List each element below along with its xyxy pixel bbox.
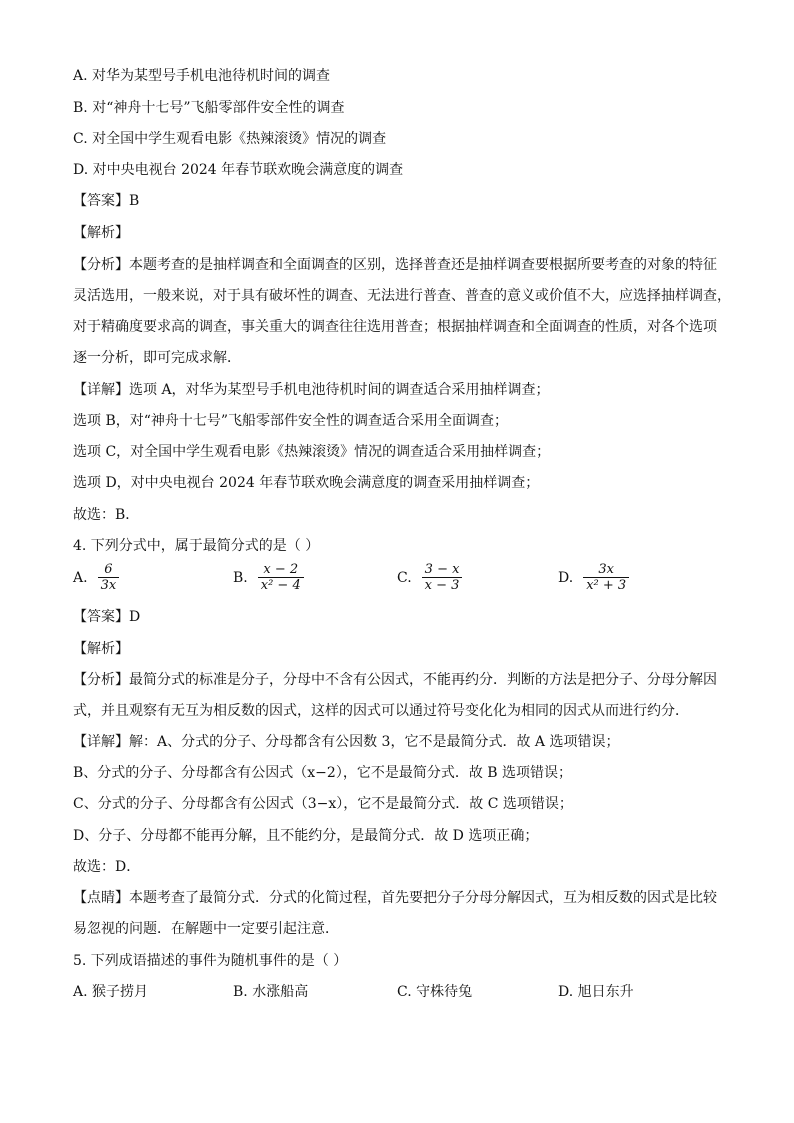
q4-answer: 【答案】D xyxy=(73,609,141,625)
q4-option-b-denominator: x² − 4 xyxy=(258,577,304,594)
q3-analysis-line-2: 灵活选用，一般来说，对于具有破坏性的调查、无法进行普查、普查的意义或价值不大，应选择抽样调查， xyxy=(73,288,731,304)
q5-option-d: D. 旭日东升 xyxy=(558,984,634,1000)
q4-option-d-label: D. xyxy=(558,570,574,586)
q3-answer: 【答案】B xyxy=(73,193,140,209)
q5-option-b: B. 水涨船高 xyxy=(233,984,309,1000)
q3-option-c: C. 对全国中学生观看电影《热辣滚烫》情况的调查 xyxy=(73,131,387,147)
q5-stem: 5. 下列成语描述的事件为随机事件的是（ ） xyxy=(73,953,348,969)
q3-detail-line-3: 选项 C，对全国中学生观看电影《热辣滚烫》情况的调查适合采用抽样调查； xyxy=(73,444,551,460)
q4-option-b-fraction xyxy=(258,562,304,594)
q3-option-d: D. 对中央电视台 2024 年春节联欢晚会满意度的调查 xyxy=(73,162,404,178)
q3-option-b: B. 对“神舟十七号”飞船零部件安全性的调查 xyxy=(73,100,345,116)
q4-option-d-denominator: x² + 3 xyxy=(583,577,629,594)
q4-option-a-numerator: 6 xyxy=(104,562,113,577)
q4-jiexi-heading: 【解析】 xyxy=(73,641,129,657)
q4-option-b-numerator: x − 2 xyxy=(263,562,299,577)
q4-detail-line-3: C、分式的分子、分母都含有公因式（3−x），它不是最简分式．故 C 选项错误； xyxy=(73,796,573,812)
q3-detail-line-4: 选项 D，对中央电视台 2024 年春节联欢晚会满意度的调查采用抽样调查； xyxy=(73,475,540,491)
q4-detail-line-2: B、分式的分子、分母都含有公因式（x−2），它不是最简分式．故 B 选项错误； xyxy=(73,765,573,781)
q4-stem: 4. 下列分式中，属于最简分式的是（ ） xyxy=(73,538,320,554)
q3-jiexi-heading: 【解析】 xyxy=(73,225,129,241)
q3-analysis-line-1: 【分析】本题考查的是抽样调查和全面调查的区别，选择普查还是抽样调查要根据所要考查的对象的特征 xyxy=(73,257,717,273)
q4-detail-line-4: D、分子、分母都不能再分解，且不能约分，是最简分式．故 D 选项正确； xyxy=(73,828,539,844)
q3-analysis-line-3: 对于精确度要求高的调查，事关重大的调查往往选用普查；根据抽样调查和全面调查的性质，对各个选项 xyxy=(73,319,717,335)
q4-option-a-label: A. xyxy=(73,570,88,586)
q4-comment-line-1: 【点睛】本题考查了最简分式．分式的化简过程，首先要把分子分母分解因式，互为相反数的因式是比较 xyxy=(73,890,717,906)
q3-detail-line-1: 【详解】选项 A，对华为某型号手机电池待机时间的调查适合采用抽样调查； xyxy=(73,382,550,398)
q4-option-d xyxy=(558,562,629,594)
q5-option-a: A. 猴子捞月 xyxy=(73,984,149,1000)
q3-detail-line-2: 选项 B，对“神舟十七号”飞船零部件安全性的调查适合采用全面调查； xyxy=(73,413,509,429)
q4-option-d-numerator: 3x xyxy=(598,562,614,577)
q4-analysis-line-2: 式，并且观察有无互为相反数的因式，这样的因式可以通过符号变化化为相同的因式从而进行约分． xyxy=(73,703,689,719)
q4-option-a xyxy=(73,562,119,594)
q4-analysis-line-1: 【分析】最简分式的标准是分子，分母中不含有公因式，不能再约分．判断的方法是把分子、分母分解因 xyxy=(73,672,717,688)
q4-option-c-fraction xyxy=(422,562,463,594)
q4-option-b xyxy=(233,562,304,594)
q4-option-a-fraction xyxy=(98,562,120,594)
q4-option-c-numerator: 3 − x xyxy=(424,562,460,577)
q4-option-c-label: C. xyxy=(397,570,412,586)
q4-option-b-label: B. xyxy=(233,570,248,586)
q5-option-c: C. 守株待兔 xyxy=(397,984,473,1000)
q3-detail-line-5: 故选：B． xyxy=(73,507,140,523)
q4-option-c xyxy=(397,562,462,594)
q4-option-d-fraction xyxy=(583,562,629,594)
q4-detail-line-1: 【详解】解：A、分式的分子、分母都含有公因数 3，它不是最简分式．故 A 选项错误； xyxy=(73,734,620,750)
q3-option-a: A. 对华为某型号手机电池待机时间的调查 xyxy=(73,68,331,84)
q4-comment-line-2: 易忽视的问题．在解题中一定要引起注意． xyxy=(73,921,339,937)
q4-detail-line-5: 故选：D． xyxy=(73,859,141,875)
q4-option-c-denominator: x − 3 xyxy=(422,577,463,594)
q4-option-a-denominator: 3x xyxy=(98,577,120,594)
q3-analysis-line-4: 逐一分析，即可完成求解． xyxy=(73,350,241,366)
